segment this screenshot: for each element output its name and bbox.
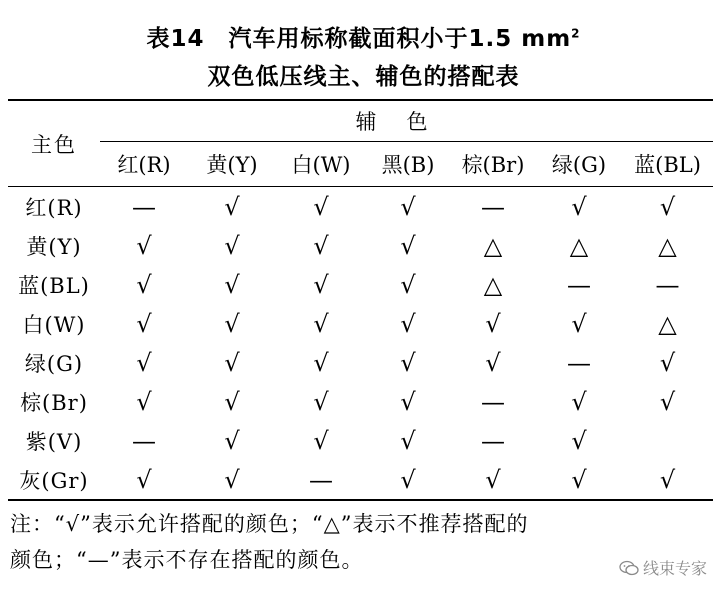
table-row: [8, 187, 713, 227]
row-label: 紫(V): [25, 429, 83, 454]
table-cell: △: [658, 231, 677, 260]
table-title-line2: 双色低压线主、辅色的搭配表: [207, 64, 520, 90]
column-header: 红(R): [100, 142, 188, 187]
table-cell: √: [136, 387, 152, 416]
table-cell: △: [569, 231, 589, 260]
table-cell: √: [313, 426, 329, 455]
table-cell: √: [313, 231, 329, 260]
row-label: 蓝(BL): [18, 273, 90, 298]
table-cell: —: [481, 192, 505, 221]
row-label: 红(R): [25, 195, 83, 220]
table-cell: √: [136, 348, 152, 377]
table-cell: √: [450, 460, 536, 500]
table-cell: —: [655, 270, 680, 299]
row-label: 棕(Br): [20, 390, 88, 415]
table-cell: —: [567, 348, 591, 377]
table-cell: √: [571, 426, 587, 455]
table-row: [8, 343, 713, 382]
table-cell: √: [224, 192, 240, 221]
table-body: [8, 187, 713, 501]
aux-color-header: 辅色: [100, 100, 713, 142]
title-text: 表14 汽车用标称截面积小于1.5 mm: [146, 26, 572, 52]
table-cell: √: [400, 426, 416, 455]
column-header: 白(W): [276, 142, 366, 187]
watermark: [619, 556, 707, 579]
table-title-line1: [0, 20, 727, 53]
table-cell: [622, 421, 713, 460]
table-cell: √: [313, 348, 329, 377]
table-cell: √: [536, 460, 622, 500]
table-row: [8, 460, 713, 500]
table-cell: △: [658, 309, 677, 338]
table-cell: √: [659, 387, 676, 416]
row-label: 黄(Y): [26, 234, 82, 259]
table-cell: √: [136, 309, 152, 338]
row-label: 白(W): [22, 312, 86, 337]
note-line2: 颜色；“—”表示不存在搭配的颜色。: [10, 548, 364, 572]
table-cell: √: [224, 387, 240, 416]
table-cell: √: [224, 231, 240, 260]
table-cell: √: [571, 387, 587, 416]
table-cell: —: [481, 387, 505, 416]
color-combination-table: [8, 99, 713, 501]
column-header: 黑(B): [366, 142, 450, 187]
table-cell: —: [132, 426, 156, 455]
table-row: [8, 265, 713, 304]
table-cell: √: [366, 460, 450, 500]
row-label: 灰(Gr): [8, 460, 100, 500]
table-cell: △: [483, 231, 503, 260]
table-cell: —: [132, 192, 156, 221]
watermark-text: 线束专家: [642, 559, 707, 578]
title-superscript: 2: [571, 26, 581, 41]
table-cell: √: [136, 231, 152, 260]
table-cell: √: [400, 348, 416, 377]
table-cell: √: [100, 460, 188, 500]
table-row: [8, 226, 713, 265]
table-cell: √: [313, 387, 329, 416]
table-row: [8, 304, 713, 343]
table-cell: √: [485, 309, 501, 338]
column-header: 棕(Br): [450, 142, 536, 187]
table-note: [10, 506, 720, 578]
table-cell: √: [313, 270, 329, 299]
table-cell: √: [188, 460, 276, 500]
table-cell: √: [659, 348, 676, 377]
table-cell: √: [571, 309, 587, 338]
main-color-header: 主色: [8, 100, 100, 187]
table-cell: √: [622, 460, 713, 500]
table-cell: √: [313, 192, 329, 221]
table-row: [8, 382, 713, 421]
table-cell: √: [224, 426, 240, 455]
table-cell: √: [571, 192, 587, 221]
table-row: [8, 421, 713, 460]
table-cell: √: [313, 309, 329, 338]
table-cell: √: [224, 309, 240, 338]
table-cell: △: [483, 270, 503, 299]
table-cell: √: [400, 270, 416, 299]
column-header: 蓝(BL): [622, 142, 713, 187]
column-header: 绿(G): [536, 142, 622, 187]
note-line1: 注：“√”表示允许搭配的颜色；“△”表示不推荐搭配的: [10, 512, 529, 536]
table-cell: √: [400, 192, 416, 221]
column-header: 黄(Y): [188, 142, 276, 187]
table-cell: —: [481, 426, 505, 455]
table-cell: √: [136, 270, 152, 299]
table-cell: √: [485, 348, 501, 377]
table-cell: —: [567, 270, 591, 299]
table-cell: √: [400, 387, 416, 416]
table-cell: √: [224, 348, 240, 377]
table-cell: —: [276, 460, 366, 500]
table-cell: √: [400, 231, 416, 260]
table-cell: √: [400, 309, 416, 338]
table-cell: √: [659, 192, 676, 221]
table-cell: √: [224, 270, 240, 299]
row-label: 绿(G): [24, 351, 84, 376]
wechat-icon: [619, 560, 639, 576]
